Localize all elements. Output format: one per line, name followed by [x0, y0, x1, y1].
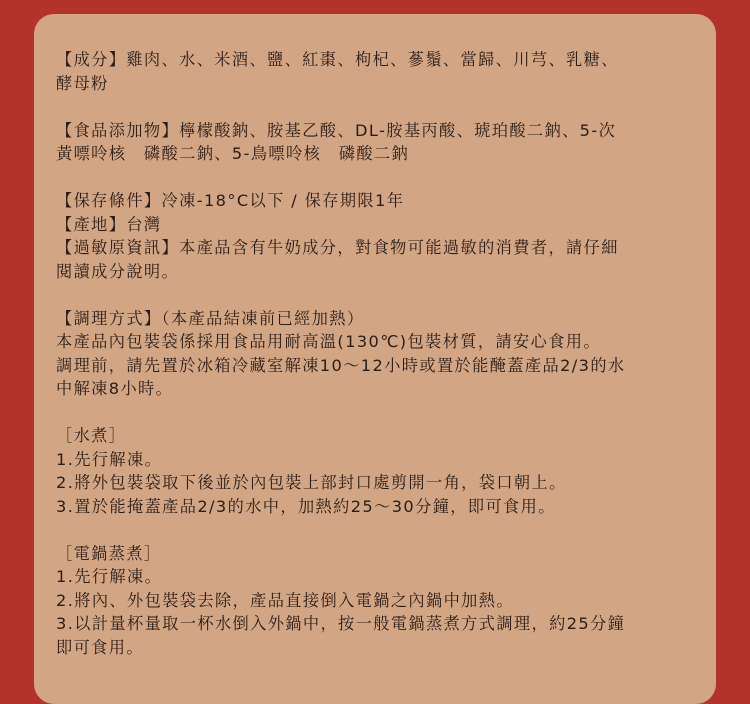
additives-line-1: 【食品添加物】檸檬酸鈉、胺基乙酸、DL-胺基丙酸、琥珀酸二鈉、5-次: [56, 120, 617, 140]
cooking-method-line-1: 本產品內包裝袋係採用食品用耐高溫(130℃)包裝材質，請安心食用。: [56, 332, 601, 351]
additives-line-2: 黃嘌呤核 磷酸二鈉、5-鳥嘌呤核 磷酸二鈉: [56, 144, 410, 163]
cooking-method-section: [56, 307, 696, 401]
rice-cooker-section: [56, 542, 696, 660]
allergen-line-1: 【過敏原資訊】本產品含有牛奶成分，對食物可能過敏的消費者，請仔細: [56, 238, 619, 257]
cooking-method-line-2: 調理前，請先置於冰箱冷藏室解凍10～12小時或置於能醃蓋產品2/3的水: [56, 355, 626, 375]
section-spacer: [56, 283, 696, 307]
boiling-step-1: 1.先行解凍。: [56, 449, 163, 469]
boiling-title: ［水煮］: [56, 426, 127, 445]
allergen-line-2: 閱讀成分說明。: [56, 261, 180, 281]
section-spacer: [56, 401, 696, 425]
storage-conditions: 【保存條件】冷凍-18°C以下 / 保存期限1年: [56, 191, 405, 210]
cooking-method-title: 【調理方式】（本產品結凍前已經加熱）: [56, 308, 365, 328]
product-info-card: [34, 14, 716, 704]
boiling-step-2: 2.將外包裝袋取下後並於內包裝上部封口處剪開一角，袋口朝上。: [56, 473, 567, 492]
rice-cooker-step-3-cont: 即可食用。: [56, 637, 144, 657]
origin: 【產地】台灣: [56, 214, 162, 234]
rice-cooker-step-2: 2.將內、外包裝袋去除，產品直接倒入電鍋之內鍋中加熱。: [56, 590, 514, 610]
storage-origin-allergen-section: [56, 189, 696, 283]
section-spacer: [56, 518, 696, 542]
rice-cooker-title: ［電鍋蒸煮］: [56, 543, 162, 563]
section-spacer: [56, 95, 696, 119]
boiling-step-3: 3.置於能掩蓋產品2/3的水中，加熱約25～30分鐘，即可食用。: [56, 496, 556, 516]
rice-cooker-step-1: 1.先行解凍。: [56, 567, 163, 586]
cooking-method-line-3: 中解凍8小時。: [56, 379, 174, 398]
ingredients-line-2: 酵母粉: [56, 73, 109, 93]
boiling-section: [56, 424, 696, 518]
ingredients-line-1: 【成分】雞肉、水、米酒、鹽、紅棗、枸杞、蔘鬚、當歸、川芎、乳糖、: [56, 50, 619, 69]
ingredients-section: [56, 48, 696, 95]
section-spacer: [56, 166, 696, 190]
additives-section: [56, 119, 696, 166]
rice-cooker-step-3: 3.以計量杯量取一杯水倒入外鍋中，按一般電鍋蒸煮方式調理，約25分鐘: [56, 614, 626, 633]
